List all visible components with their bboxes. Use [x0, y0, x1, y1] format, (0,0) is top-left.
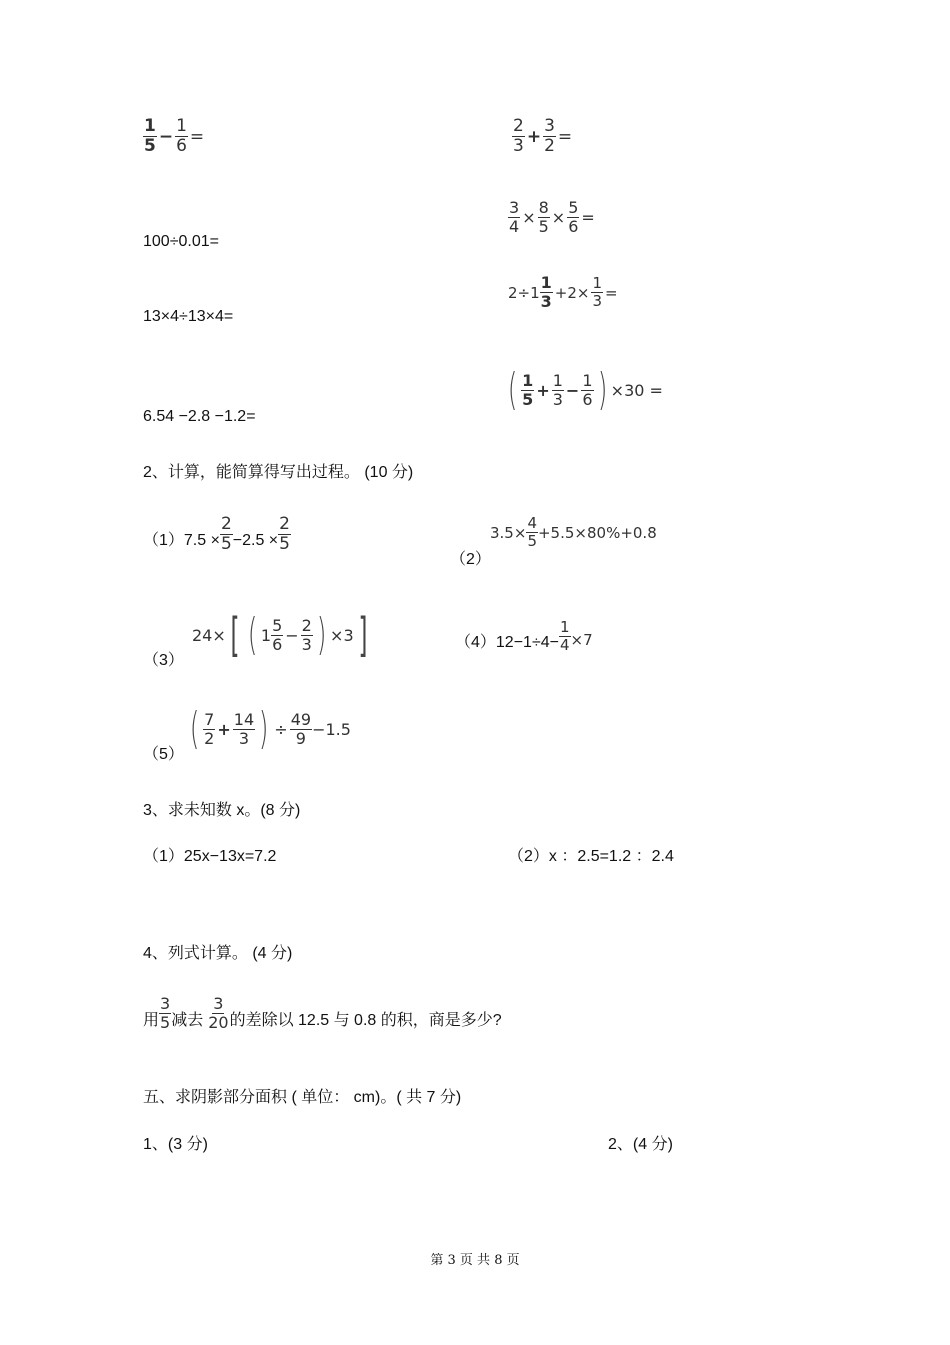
denominator: 5 — [144, 136, 156, 156]
section-3-heading: 3、求未知数 x。(8 分) — [143, 802, 301, 819]
expression-prefix: 3.5× — [490, 523, 527, 542]
times-sign: × — [551, 208, 566, 227]
equals-sign: = — [605, 283, 618, 302]
problem-label: （1）7.5 × — [143, 532, 220, 549]
denominator: 20 — [208, 1013, 229, 1032]
page-footer: 第 3 页 共 8 页 — [430, 1253, 520, 1268]
problem-4 — [143, 996, 502, 1031]
denominator: 5 — [160, 1013, 171, 1032]
problem-text-prefix: 用 — [143, 1012, 160, 1029]
denominator: 3 — [552, 389, 563, 409]
denominator: 6 — [272, 634, 283, 654]
numerator: 49 — [290, 709, 312, 729]
numerator: 8 — [538, 198, 549, 217]
plus-sign: + — [536, 380, 550, 400]
problem-text-middle: 减去 — [171, 1012, 204, 1029]
denominator: 3 — [513, 136, 524, 156]
minus-sign: − — [565, 380, 580, 400]
numerator: 4 — [527, 514, 537, 532]
problem-label: （4）12−1÷4− — [455, 634, 559, 651]
numerator: 14 — [233, 709, 255, 729]
calc-right-4: ( $\frac{1}{5}$ + $\frac{1}{3}$ − $\frac{1}{6}$ ) ×30 = — [507, 364, 663, 415]
numerator: 5 — [272, 615, 283, 635]
denominator: 2 — [544, 136, 555, 156]
mixed-whole: 1 — [260, 625, 272, 645]
denominator: 3 — [540, 292, 552, 311]
denominator: 6 — [176, 136, 187, 156]
denominator: 3 — [592, 292, 603, 310]
equation-3-2: （2）x ：2.5=1.2 ：2.4 — [508, 848, 674, 865]
calc-left-1 — [143, 118, 206, 155]
numerator: 1 — [592, 274, 603, 292]
numerator: 1 — [540, 273, 552, 292]
area-problem-2: 2、(4 分) — [608, 1136, 673, 1153]
area-problem-1: 1、(3 分) — [143, 1136, 208, 1153]
denominator: 5 — [522, 389, 534, 409]
denominator: 4 — [509, 217, 520, 236]
expression-prefix: 2÷1 — [508, 283, 540, 302]
calc-left-4: 6.54 −2.8 −1.2= — [143, 408, 256, 425]
numerator: 1 — [522, 370, 534, 390]
divide-sign: ÷ — [274, 719, 288, 739]
denominator: 2 — [204, 728, 215, 748]
minus-sign: − — [285, 625, 299, 645]
times-sign: × — [522, 208, 536, 227]
equals-sign: = — [189, 126, 205, 147]
expression-tail: +5.5×80%+0.8 — [537, 523, 657, 542]
numerator: 1 — [176, 116, 187, 136]
section-2-heading: 2、计算，能简算得写出过程。 (10 分) — [143, 464, 414, 481]
numerator: 3 — [213, 994, 224, 1013]
calc-right-1 — [512, 118, 574, 155]
section-5-heading: 五、求阴影部分面积 ( 单位： cm)。( 共 7 分) — [143, 1089, 462, 1106]
denominator: 6 — [568, 217, 579, 236]
expression-tail: ×3 — [330, 625, 354, 645]
equals-sign: = — [557, 126, 573, 147]
denominator: 5 — [527, 532, 537, 550]
problem-2-2-label: （2） — [450, 551, 491, 568]
numerator: 2 — [279, 514, 290, 534]
denominator: 9 — [295, 728, 306, 748]
calc-right-3 — [508, 275, 620, 310]
equation-3-1: （1）25x−13x=7.2 — [143, 848, 277, 865]
numerator: 1 — [582, 370, 593, 390]
denominator: 6 — [582, 389, 593, 409]
section-4-heading: 4、列式计算。 (4 分) — [143, 945, 293, 962]
problem-2-3: 24× [ ( 1 $\frac{5}{6}$ − $\frac{2}{3}$ ) ×3 ] — [192, 608, 368, 662]
calc-left-3: 13×4÷13×4= — [143, 308, 234, 325]
plus-sign: + — [526, 126, 542, 147]
numerator: 1 — [552, 370, 563, 390]
expression-tail: −1.5 — [312, 719, 351, 739]
expression-tail: ×7 — [570, 631, 593, 649]
problem-2-5: ( $\frac{7}{2}$ + $\frac{14}{3}$ ) ÷ $\frac{49}{9}$ −1.5 — [189, 703, 351, 754]
numerator: 3 — [160, 994, 171, 1013]
numerator: 2 — [513, 116, 524, 136]
plus-sign: + — [217, 719, 231, 739]
minus-sign: − — [158, 126, 174, 147]
numerator: 1 — [144, 116, 156, 136]
denominator: 3 — [238, 728, 250, 748]
expression-middle: −2.5 × — [232, 532, 279, 549]
calc-right-2 — [508, 200, 597, 235]
numerator: 3 — [509, 198, 520, 217]
denominator: 5 — [220, 534, 232, 554]
denominator: 5 — [279, 534, 290, 554]
numerator: 5 — [568, 198, 579, 217]
calc-left-2: 100÷0.01= — [143, 233, 219, 250]
numerator: 3 — [544, 116, 555, 136]
problem-2-4 — [455, 620, 593, 653]
numerator: 7 — [204, 709, 215, 729]
denominator: 4 — [559, 636, 570, 654]
expression-prefix: 24× — [192, 625, 226, 645]
problem-text-tail: 的差除以 12.5 与 0.8 的积，商是多少? — [229, 1012, 502, 1029]
problem-2-1 — [143, 516, 291, 553]
numerator: 1 — [559, 618, 570, 636]
problem-2-2 — [490, 516, 657, 549]
equals-sign: = — [581, 208, 595, 227]
denominator: 5 — [538, 217, 549, 236]
problem-2-5-label: （5） — [143, 746, 184, 763]
problem-2-3-label: （3） — [143, 652, 184, 669]
numerator: 2 — [220, 514, 232, 534]
expression-middle: +2× — [554, 283, 590, 302]
expression-tail: ×30 = — [610, 380, 663, 400]
numerator: 2 — [301, 615, 312, 635]
denominator: 3 — [301, 634, 312, 654]
